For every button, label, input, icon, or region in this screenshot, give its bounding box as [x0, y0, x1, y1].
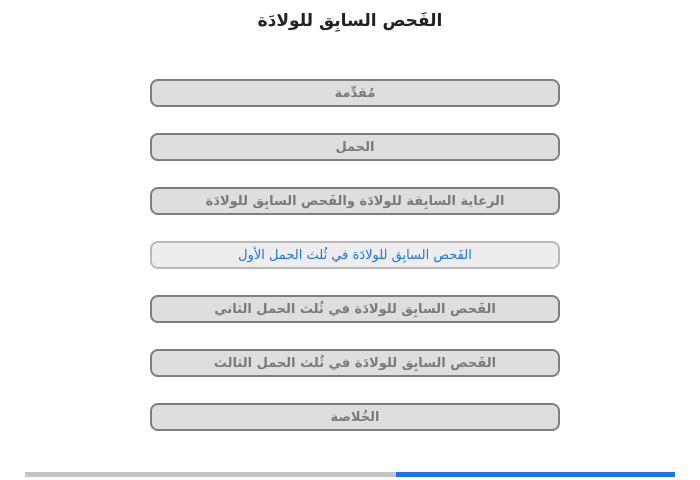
- progress-bar-remaining: [25, 472, 396, 477]
- menu-item-third-trimester[interactable]: الفَحص السابِق للولادَة في ثُلث الحمل الثالث: [150, 349, 560, 377]
- progress-bar: [25, 472, 675, 477]
- menu-item-pregnancy[interactable]: الحمل: [150, 133, 560, 161]
- page-title: الفَحص السابِق للولادَة: [257, 11, 443, 31]
- menu-item-prenatal-care[interactable]: الرعاية السابِقة للولادَة والفَحص السابِق للولادَة: [150, 187, 560, 215]
- menu-item-second-trimester[interactable]: الفَحص السابِق للولادَة في ثُلث الحمل الثاني: [150, 295, 560, 323]
- menu-item-summary[interactable]: الخُلاصة: [150, 403, 560, 431]
- lesson-menu: [150, 79, 560, 457]
- menu-item-first-trimester[interactable]: الفَحص السابِق للولادَة في ثُلث الحمل الأول: [150, 241, 560, 269]
- menu-item-introduction[interactable]: مُقدِّمة: [150, 79, 560, 107]
